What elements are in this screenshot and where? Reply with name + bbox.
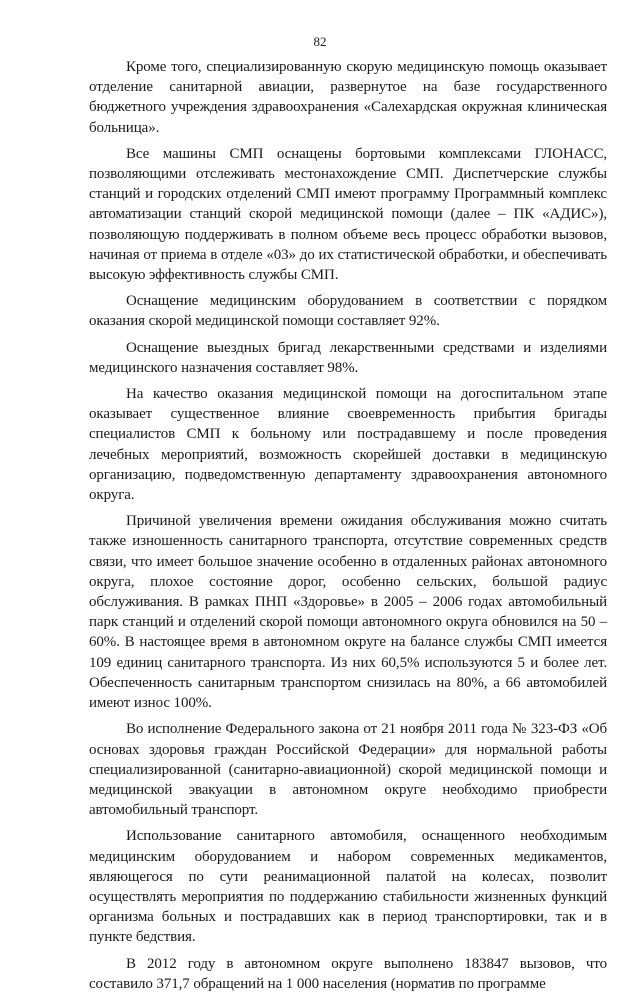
- paragraph-waiting-time: Причиной увеличения времени ожидания обслуживания можно считать также изношенность санитарного транспорта, отсутствие современных средств связи, что имеет большое значение особенно в отдаленных районах автономного округа, плохое состояние дорог, особенно сельских, большой радиус обслуживания. В рамках ПНП «Здоровье» в 2005 – 2006 годах автомобильный парк станций и отделений скорой помощи автономного округа обновился на 50 – 60%. В настоящее время в автономном округе на балансе службы СМП имеется 109 единиц санитарного транспорта. Из них 60,5% используются 5 и более лет. Обеспеченность санитарным транспортом снизилась на 80%, а 66 автомобилей имеют износ 100%.: [89, 513, 607, 712]
- paragraph-federal-law: Во исполнение Федерального закона от 21 ноября 2011 года № 323-ФЗ «Об основах здоровья граждан Российской Федерации» для нормальной работы специализированной (санитарно-авиационной) скорой медицинской помощи и медицинской эвакуации в автономном округе необходимо приобрести автомобильный транспорт.: [89, 721, 607, 819]
- document-body: [89, 57, 607, 1000]
- paragraph-ambulance-use: Использование санитарного автомобиля, оснащенного необходимым медицинским оборудованием и набором современных медикаментов, являющегося по сути реанимационной палатой на колесах, позволит осуществлять мероприятия по поддержанию стабильности жизненных функций организма больных и пострадавших как в период транспортировки, так и в пункте бедствия.: [89, 828, 607, 946]
- paragraph-equipment: Оснащение медицинским оборудованием в соответствии с порядком оказания скорой медицинской помощи составляет 92%.: [89, 293, 607, 330]
- paragraph-glonass: Все машины СМП оснащены бортовыми комплексами ГЛОНАСС, позволяющими отслеживать местонахождение СМП. Диспетчерские службы станций и городских отделений СМП имеют программу Программный комплекс автоматизации станций скорой медицинской помощи (далее – ПК «АДИС»), позволяющую поддерживать в полном объеме весь процесс обработки вызовов, начиная от приема в отделе «03» до их статистической обработки, и обеспечивать высокую эффективность службы СМП.: [89, 145, 607, 284]
- paragraph-calls-2012: В 2012 году в автономном округе выполнено 183847 вызовов, что составило 371,7 обращений на 1 000 населения (норматив по программе: [89, 955, 607, 992]
- paragraph-prehospital-quality: На качество оказания медицинской помощи на догоспитальном этапе оказывает существенное влияние своевременность прибытия бригады специалистов СМП к больному или пострадавшему и после проведения лечебных мероприятий, возможность скорейшей доставки в медицинскую организацию, подведомственную департаменту здравоохранения автономного округа.: [89, 386, 607, 504]
- page-number: 82: [313, 34, 327, 49]
- paragraph-sanaviation: Кроме того, специализированную скорую медицинскую помощь оказывает отделение санитарной авиации, развернутое на базе государственного бюджетного учреждения здравоохранения «Салехардская окружная клиническая больница».: [89, 59, 607, 136]
- paragraph-medication: Оснащение выездных бригад лекарственными средствами и изделиями медицинского назначения составляет 98%.: [89, 339, 607, 376]
